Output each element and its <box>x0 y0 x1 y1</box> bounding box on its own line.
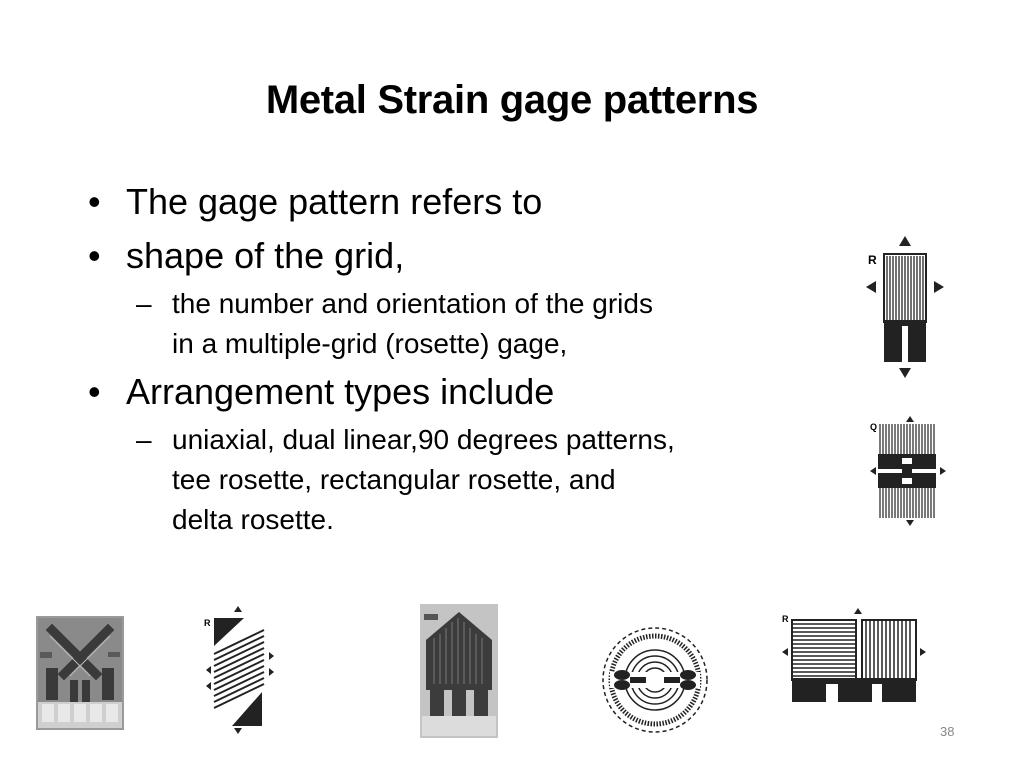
bullet-item <box>88 368 848 416</box>
slide-title: Metal Strain gage patterns <box>265 78 759 122</box>
sub-bullet-item <box>88 284 848 364</box>
sub-bullet-line: the number and orientation of the grids <box>172 288 653 319</box>
tee-rosette-gage-image <box>778 606 930 706</box>
bullet-dot-icon: • <box>88 371 101 412</box>
bullet-item <box>88 178 848 226</box>
circular-rosette-gage-image <box>600 624 710 736</box>
svg-text:R: R <box>204 618 211 628</box>
sub-bullet-dash-icon: – <box>136 424 152 455</box>
page-number: 38 <box>940 724 955 739</box>
sub-bullet-dash-icon: – <box>136 288 152 319</box>
svg-text:R: R <box>868 253 877 267</box>
multi-grid-gage-photo <box>420 604 498 738</box>
sub-bullet-line: uniaxial, dual linear,90 degrees patterns, <box>172 424 675 455</box>
sub-bullet-item <box>88 420 848 540</box>
sub-bullet-line: delta rosette. <box>172 504 334 535</box>
dual-linear-gage-image <box>866 416 948 526</box>
bullet-list <box>88 176 848 544</box>
bullet-item <box>88 232 848 280</box>
sub-bullet-line: in a multiple-grid (rosette) gage, <box>172 328 568 359</box>
bullet-dot-icon: • <box>88 181 101 222</box>
bullet-text: The gage pattern refers to <box>126 181 543 222</box>
ninety-degree-gage-photo <box>36 616 124 730</box>
sub-bullet-line: tee rosette, rectangular rosette, and <box>172 464 616 495</box>
diagonal-grid-gage-image <box>202 606 278 734</box>
bullet-text: Arrangement types include <box>126 371 555 412</box>
svg-text:R: R <box>782 614 789 624</box>
svg-text:Q: Q <box>870 422 878 432</box>
bullet-text: shape of the grid, <box>126 235 405 276</box>
uniaxial-gage-image <box>862 234 948 380</box>
bullet-dot-icon: • <box>88 235 101 276</box>
